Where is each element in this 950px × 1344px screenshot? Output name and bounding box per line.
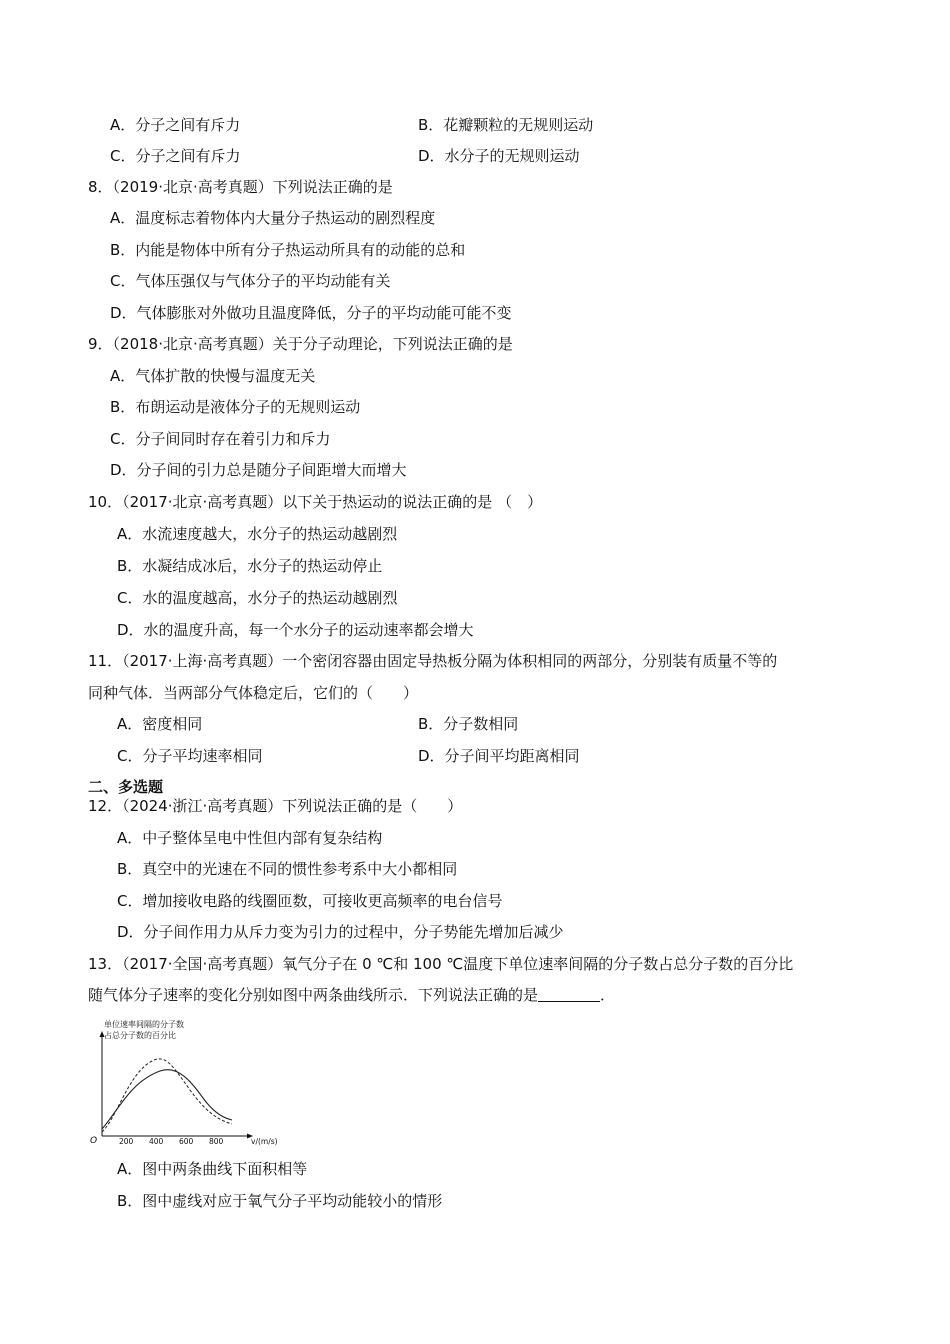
- x-tick-600: 600: [179, 1137, 194, 1146]
- speed-distribution-figure: [88, 1016, 288, 1146]
- q10-option-d: D．水的温度升高，每一个水分子的运动速率都会增大: [117, 621, 474, 639]
- q9-option-c: C．分子间同时存在着引力和斥力: [110, 430, 331, 448]
- speed-distribution-svg: [88, 1016, 288, 1146]
- q7-option-d: D．水分子的无规则运动: [418, 147, 580, 165]
- q11-option-a: A．密度相同: [117, 715, 203, 733]
- x-tick-400: 400: [149, 1137, 164, 1146]
- figure-ylabel-line1: 单位速率间隔的分子数: [104, 1020, 184, 1029]
- q8-option-c: C．气体压强仅与气体分子的平均动能有关: [110, 272, 391, 290]
- q8-option-a: A．温度标志着物体内大量分子热运动的剧烈程度: [110, 209, 436, 227]
- x-axis-label: v/(m/s): [251, 1137, 278, 1146]
- q9-option-d: D．分子间的引力总是随分子间距增大而增大: [110, 461, 407, 479]
- q8-option-d: D．气体膨胀对外做功且温度降低，分子的平均动能可能不变: [110, 304, 512, 322]
- q7-option-c: C．分子之间有斥力: [110, 147, 241, 165]
- q9-stem: 9．（2018·北京·高考真题）关于分子动理论，下列说法正确的是: [88, 335, 513, 353]
- q11-option-d: D．分子间平均距离相同: [418, 747, 580, 765]
- q7-option-a: A．分子之间有斥力: [110, 116, 241, 134]
- q11-stem-line2: 同种气体．当两部分气体稳定后，它们的（ ）: [88, 684, 419, 702]
- q12-option-a: A．中子整体呈电中性但内部有复杂结构: [117, 829, 383, 847]
- section-heading-multiple-choice: 二、多选题: [88, 778, 164, 796]
- q13-stem-text: 随气体分子速率的变化分别如图中两条曲线所示．下列说法正确的是: [88, 986, 539, 1004]
- q7-option-b: B．花瓣颗粒的无规则运动: [418, 116, 594, 134]
- q8-option-b: B．内能是物体中所有分子热运动所具有的动能的总和: [110, 241, 466, 259]
- q10-option-c: C．水的温度越高，水分子的热运动越剧烈: [117, 589, 398, 607]
- q8-stem: 8．（2019·北京·高考真题）下列说法正确的是: [88, 178, 393, 196]
- q9-option-a: A．气体扩散的快慢与温度无关: [110, 367, 316, 385]
- q13-option-b: B．图中虚线对应于氧气分子平均动能较小的情形: [117, 1192, 443, 1210]
- q10-option-b: B．水凝结成冰后，水分子的热运动停止: [117, 557, 383, 575]
- q11-stem-line1: 11．（2017·上海·高考真题）一个密闭容器由固定导热板分隔为体积相同的两部分，分别装有质量不等的: [88, 652, 778, 670]
- origin-label: O: [90, 1136, 98, 1146]
- x-tick-800: 800: [209, 1137, 224, 1146]
- q10-option-a: A．水流速度越大，水分子的热运动越剧烈: [117, 525, 398, 543]
- answer-blank: [538, 986, 600, 1002]
- x-tick-200: 200: [119, 1137, 134, 1146]
- solid-curve: [102, 1070, 232, 1129]
- q12-stem: 12．（2024·浙江·高考真题）下列说法正确的是（ ）: [88, 797, 463, 815]
- q12-option-d: D．分子间作用力从斥力变为引力的过程中，分子势能先增加后减少: [117, 923, 564, 941]
- q10-stem: 10．（2017·北京·高考真题）以下关于热运动的说法正确的是 （ ）: [88, 493, 543, 511]
- q12-option-b: B．真空中的光速在不同的惯性参考系中大小都相同: [117, 860, 458, 878]
- q9-option-b: B．布朗运动是液体分子的无规则运动: [110, 398, 361, 416]
- q13-option-a: A．图中两条曲线下面积相等: [117, 1160, 308, 1178]
- q13-stem-line1: 13．（2017·全国·高考真题）氧气分子在 0 ℃和 100 ℃温度下单位速率间隔的分子数占总分子数的百分比: [88, 955, 794, 973]
- q13-stem-end: ．: [600, 986, 616, 1004]
- q11-option-b: B．分子数相同: [418, 715, 519, 733]
- q12-option-c: C．增加接收电路的线圈匝数，可接收更高频率的电台信号: [117, 892, 503, 910]
- q13-stem-line2: [88, 985, 615, 1005]
- figure-ylabel-line2: 占总分子数的百分比: [104, 1031, 176, 1040]
- q11-option-c: C．分子平均速率相同: [117, 747, 263, 765]
